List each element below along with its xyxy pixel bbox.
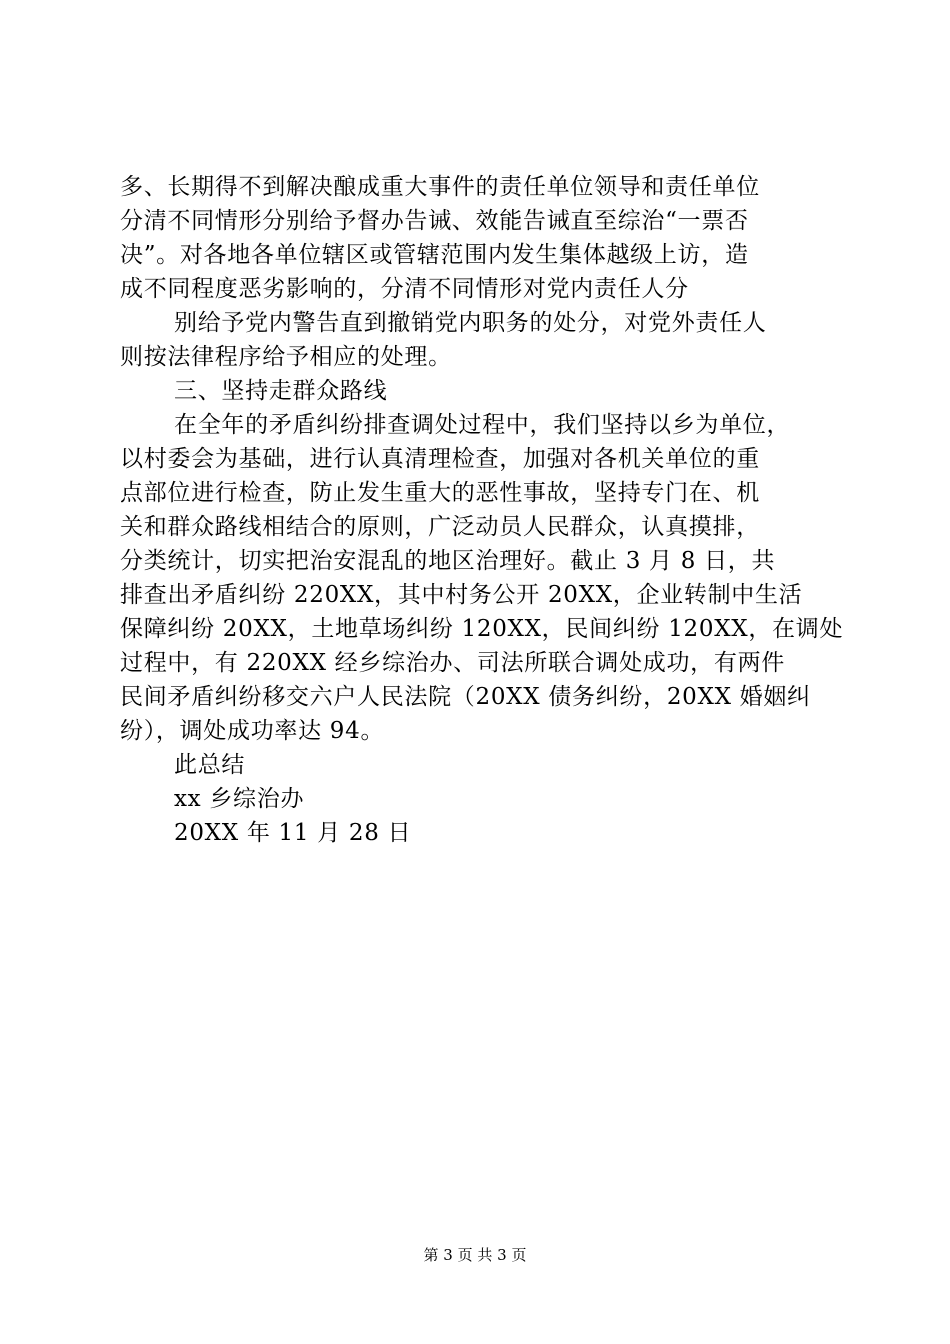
- text-line-17: 纷），调处成功率达 94。: [120, 718, 385, 744]
- text-line-3: 决”。对各地各单位辖区或管辖范围内发生集体越级上访，造: [120, 242, 749, 268]
- text-line-14: 保障纠纷 20XX，土地草场纠纷 120XX，民间纠纷 120XX，在调处: [120, 616, 844, 642]
- page-footer: 第 3 页 共 3 页: [423, 1246, 527, 1264]
- text-line-11: 关和群众路线相结合的原则，广泛动员人民群众，认真摸排，: [120, 514, 760, 540]
- text-line-13: 排查出矛盾纠纷 220XX，其中村务公开 20XX，企业转制中生活: [120, 582, 803, 608]
- body-text: [120, 170, 844, 850]
- text-line-6: 则按法律程序给予相应的处理。: [120, 344, 452, 370]
- signature-date: 20XX 年 11 月 28 日: [174, 820, 412, 846]
- text-line-10: 点部位进行检查，防止发生重大的恶性事故，坚持专门在、机: [120, 480, 760, 506]
- text-line-1: 多、长期得不到解决酿成重大事件的责任单位领导和责任单位: [120, 174, 760, 200]
- text-line-4: 成不同程度恶劣影响的，分清不同情形对党内责任人分: [120, 276, 689, 302]
- text-line-15: 过程中，有 220XX 经乡综治办、司法所联合调处成功，有两件: [120, 650, 785, 676]
- text-line-9: 以村委会为基础，进行认真清理检查，加强对各机关单位的重: [120, 446, 760, 472]
- text-line-8: 在全年的矛盾纠纷排查调处过程中，我们坚持以乡为单位，: [174, 412, 791, 438]
- closing-text: 此总结: [174, 752, 246, 778]
- section-heading: 三、坚持走群众路线: [174, 378, 388, 404]
- signature-office: xx 乡综治办: [174, 786, 305, 812]
- text-line-2: 分清不同情形分别给予督办告诫、效能告诫直至综治“一票否: [120, 208, 749, 234]
- text-line-5: 别给予党内警告直到撤销党内职务的处分，对党外责任人: [174, 310, 767, 336]
- text-line-16: 民间矛盾纠纷移交六户人民法院（20XX 债务纠纷，20XX 婚姻纠: [120, 684, 811, 710]
- text-line-12: 分类统计，切实把治安混乱的地区治理好。截止 3 月 8 日，共: [120, 548, 776, 574]
